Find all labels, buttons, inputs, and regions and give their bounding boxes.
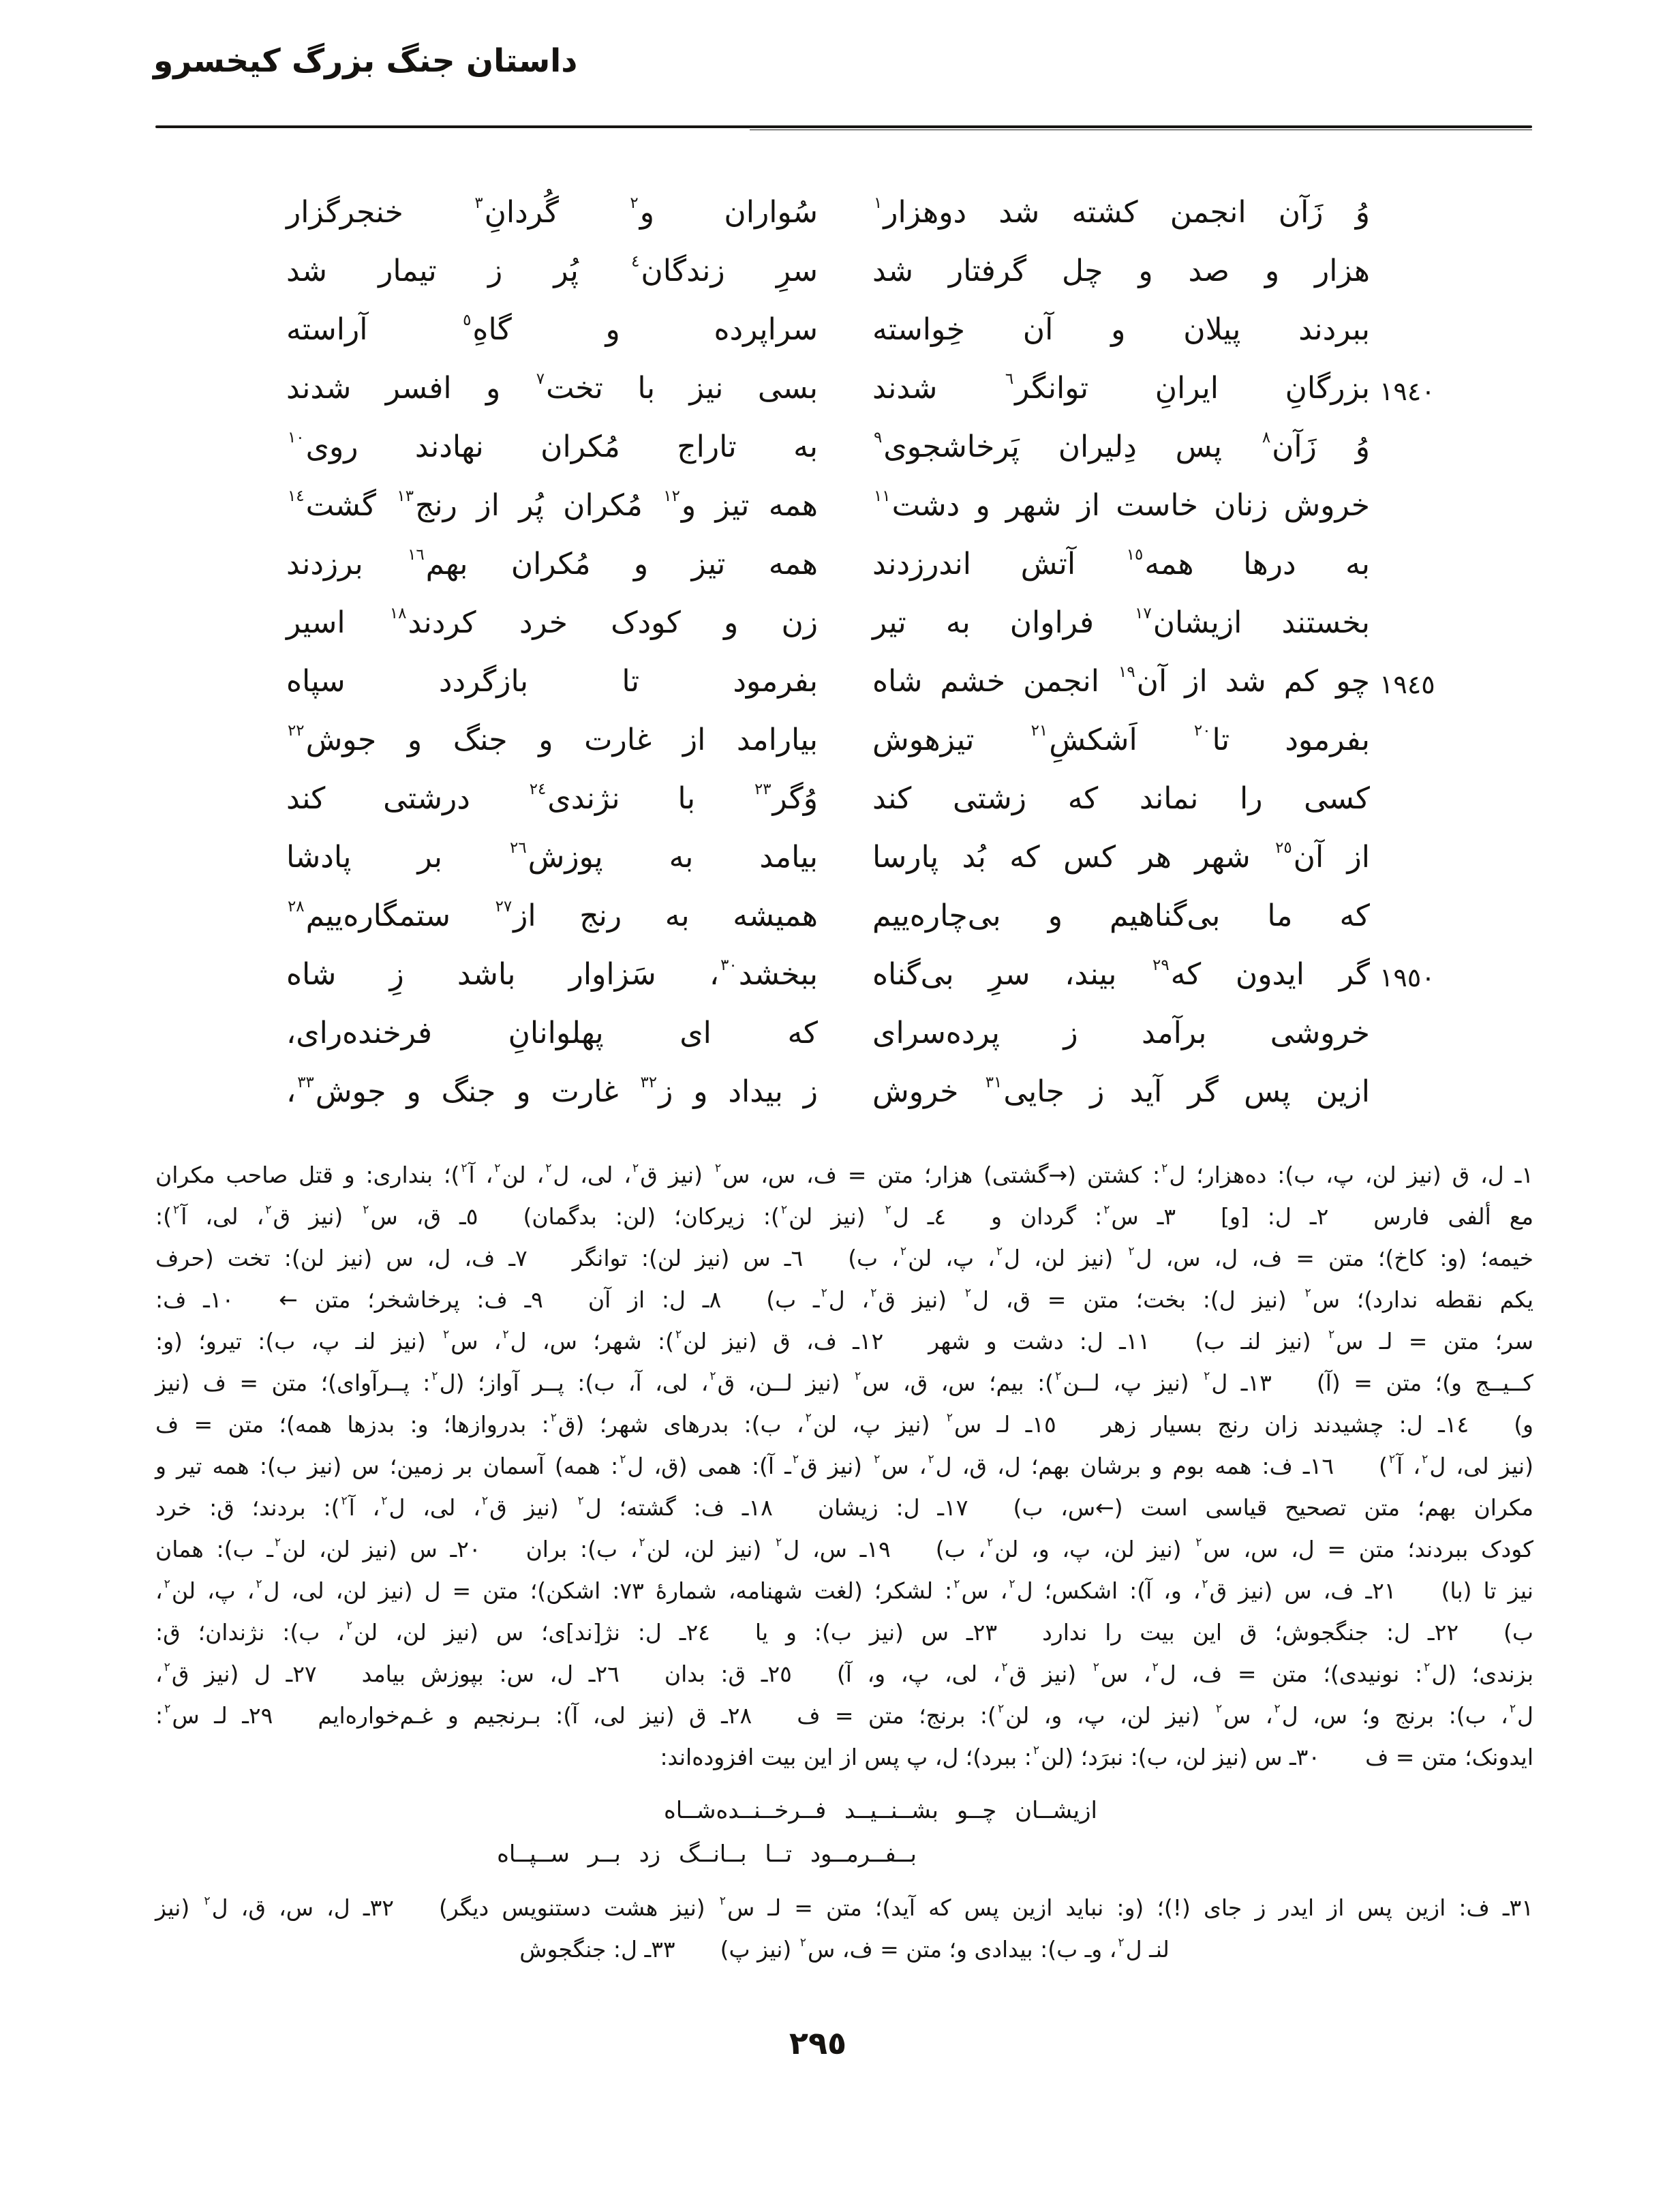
inserted-verse-second: بــفــرمــود تــا بــانــگ زد بــر ســپــاه [497,1841,917,1868]
poem-couplet-row [0,241,1680,300]
hemistich-first: چو کم شد از آن$^{۱۹}$ انجمن خشم شاه [872,663,1370,699]
poem-block [0,183,1680,1121]
hemistich-first: از آن$^{۲٥}$ شهر هر کس که بُد پارسا [872,838,1371,875]
hemistich-second: همیشه به رنج از$^{۲۷}$ ستمگاره‌ییم$^{۲۸}$ [288,897,818,933]
hemistich-second: وُگر$^{۲۳}$ با نژندی$^{۲٤}$ درشتی کند [286,780,818,816]
hemistich-second: زن و کودک خرد کردند$^{۱۸}$ اسیر [286,604,819,640]
hemistich-first: ازین پس گر آید ز جایی$^{۳۱}$ خروش [872,1073,1370,1109]
poem-couplet-row [0,828,1680,886]
hemistich-second: سراپرده و گاهِ$^٥$ آراسته [286,311,818,347]
poem-couplet-row [0,769,1680,828]
poem-couplet-row [0,886,1680,945]
poem-couplet-row [0,476,1680,534]
hemistich-second: همه تیز و$^{۱۲}$ مُکران پُر از رنج$^{۱۳}$ گشت$^{۱٤}$ [288,487,818,523]
hemistich-second: سرِ زندگان$^٤$ پُر ز تیمار شد [286,252,818,288]
hemistich-first: خروش زنان خاست از شهر و دشت$^{۱۱}$ [874,487,1370,523]
header-rule [155,125,1532,128]
critical-apparatus [155,1154,1533,1970]
footnote-line: مع ألفی فارس ۲ـ ل: [و] ۳ـ س$^۲$: گردان و ٤ـ ل$^۲$ (نیز لن$^۲$): زیرکان؛ (لن: بدگمان) ٥ـ ق، س$^۲$ (نیز ق$^۲$، لی، آ$^۲$): [155,1202,1534,1230]
poem-couplet-row [0,945,1680,1003]
hemistich-first: خروشی برآمد ز پرده‌سرای [872,1016,1370,1050]
verse-number: ۱۹٥٠ [1379,963,1435,993]
hemistich-first: بخستند ازیشان$^{۱۷}$ فراوان به تیر [872,604,1370,640]
hemistich-second: به تاراج مُکران نهادند روی$^{۱۰}$ [288,428,818,464]
footnote-line: ۱ـ ل، ق (نیز لن، پ، ب): ده‌هزار؛ ل$^۲$: کشتن (→گشتی) هزار؛ متن = ف، س، س$^۲$ (نیز ق$^۲$، لی، ل$^۲$، لن$^۲$، آ$^۲$)؛ بنداری: و قتل صاحب مکران [155,1161,1534,1188]
footnote-line: ل$^۲$، ب): برنج و؛ س، ل$^۲$، س$^۲$ (نیز لن، پ، و، لن$^۲$): برنج؛ متن = ف ۲۸ـ ق (نیز لی، آ): بـرنجیم و غـم‌خواره‌ایم ۲۹ـ لـ س$^۲$: [155,1701,1534,1729]
hemistich-second: همه تیز و مُکران بهم$^{۱٦}$ برزدند [286,545,818,581]
hemistich-second: ببخشد$^{۳۰}$، سَزاوار باشد زِ شاه [286,956,818,992]
hemistich-first: گر ایدون که$^{۲۹}$ بیند، سرِ بی‌گناه [872,956,1370,992]
poem-couplet-row [0,417,1680,476]
poem-couplet-row [0,1003,1680,1062]
hemistich-first: به درها همه$^{۱٥}$ آتش اندرزدند [872,545,1370,581]
poem-couplet-row [0,300,1680,359]
poem-couplet-row [0,1062,1680,1121]
hemistich-second: سُواران و$^۲$ گُردانِ$^۳$ خنجرگزار [286,194,819,230]
footnote-line: ب) ۲۲ـ ل: جنگجوش؛ ق این بیت را ندارد ۲۳ـ س (نیز ب): و یا ۲٤ـ ل: نژ[ند]ی؛ س (نیز لن، لن$^۲$، ب): نژندان؛ ق: [155,1618,1533,1646]
verse-number: ۱۹٤٥ [1379,669,1435,699]
inserted-verse-first: ازیشــان چــو بشــنــیــد فــرخــنــده‌شــاه [663,1797,1097,1824]
hemistich-first: وُ زَآن$^۸$ پس دِلیران پَرخاشجوی$^۹$ [874,428,1370,464]
poem-couplet-row [0,593,1680,652]
page-title: داستان جنگ بزرگ کیخسرو [153,42,578,80]
footnote-line: سر؛ متن = لـ س$^۲$ (نیز لنـ ب) ۱۱ـ ل: دشت و شهر ۱۲ـ ف، ق (نیز لن$^۲$): شهر؛ س، ل$^۲$، س$^۲$ (نیز لنـ پ، ب): تیرو؛ (و: [155,1327,1534,1354]
poem-couplet-row [0,359,1680,417]
footnote-line: نیز تا (با) ۲۱ـ ف، س (نیز ق$^۲$، و، آ): اشکس؛ ل$^۲$، س$^۲$: لشکر؛ (لغت شهنامه، شمارهٔ ۷۳: اشکن)؛ متن = ل (نیز لن، لی، ل$^۲$، پ، لن$^۲$، [155,1577,1533,1604]
page-number: ۲۹٥ [789,2025,847,2061]
footnote-line: مکران بهم؛ متن تصحیح قیاسی است (←س، ب) ۱۷ـ ل: زیشان ۱۸ـ ف: گشته؛ ل$^۲$ (نیز ق$^۲$، لی، ل$^۲$، آ$^۲$): بردند؛ ق: خرد [155,1494,1533,1521]
hemistich-second: بیامد به پوزش$^{۲٦}$ بر پادشا [286,838,818,875]
footnote-line: ۳۱ـ ف: ازین پس از ایدر ز جای (!)؛ (و: نباید ازین پس که آید)؛ متن = لـ س$^۲$ (نیز هشت دستنویس دیگر) ۳۲ـ ل، س، ق، ل$^۲$ (نیز [155,1894,1533,1921]
footnote-line: خیمه؛ (و: کاخ)؛ متن = ف، ل، س، ل$^۲$ (نیز لن، ل$^۲$، پ، لن$^۲$، ب) ٦ـ س (نیز لن): توانگر ۷ـ ف، ل، س (نیز لن): تخت (حرف [155,1244,1534,1271]
hemistich-first: وُ زَآن انجمن کشته شد دوهزار$^۱$ [874,194,1370,230]
hemistich-first: کسی را نماند که زشتی کند [872,781,1370,816]
footnote-line: ایدونک؛ متن = ف ۳۰ـ س (نیز لن، ب): نبرَد؛ (لن$^۲$: ببرد)؛ ل، پ پس از این بیت افزوده‌اند: [660,1743,1533,1770]
footnote-line: کودک ببردند؛ متن = ل، س، س$^۲$ (نیز لن، پ، و، لن$^۲$، ب) ۱۹ـ س، ل$^۲$ (نیز لن، لن$^۲$، ب): بران ۲۰ـ س (نیز لن، لن$^۲$ـ ب): همان [155,1535,1533,1562]
footnote-line: یکم نقطه ندارد)؛ س$^۲$ (نیز ل): بخت؛ متن = ق، ل$^۲$ (نیز ق$^۲$، ل$^۲$ـ ب) ۸ـ ل: از آن ۹ـ ف: پرخاشخر؛ متن ← ۱۰ـ ف: [155,1286,1534,1313]
poem-couplet-row [0,652,1680,710]
hemistich-second: بسی نیز با تخت$^۷$ و افسر شدند [286,369,818,406]
hemistich-second: بیارامد از غارت و جنگ و جوش$^{۲۲}$ [288,721,818,757]
hemistich-second: بفرمود تا بازگردد سپاه [286,664,818,699]
footnote-line: (نیز لی، ل$^۲$، آ$^۲$) ۱٦ـ ف: همه بوم و برشان بهم؛ ل، ق، ل$^۲$، س$^۲$ (نیز ق$^۲$ـ آ): همی (ق، ل$^۲$: همه) آسمان بر زمین؛ س (نیز ب): همه تیر و [155,1452,1533,1479]
verse-number: ۱۹٤٠ [1379,376,1435,406]
hemistich-second: ز بیداد و ز$^{۳۲}$ غارت و جنگ و جوش$^{۳۳}$، [286,1073,819,1109]
poem-couplet-row [0,710,1680,769]
hemistich-first: بفرمود تا$^{۲۰}$ اَشکشِ$^{۲۱}$ تیزهوش [872,721,1370,757]
footnote-line: کــیــج و)؛ متن = (آ) ۱۳ـ ل$^۲$ (نیز پ، لــن$^۲$): بیم؛ س، ق، س$^۲$ (نیز لــن، ق$^۲$، لی، آ، ب): پــر آواز؛ (ل$^۲$: پــرآوای)؛ متن = ف (نیز [155,1369,1533,1396]
poem-couplet-row [0,534,1680,593]
hemistich-first: که ما بی‌گناهیم و بی‌چاره‌ییم [872,898,1370,933]
hemistich-first: هزار و صد و چل گرفتار شد [872,254,1370,288]
footnote-line: لنـ ل$^۲$، وـ ب): بیدادی و؛ متن = ف، س$^۲$ (نیز پ) ۳۳ـ ل: جنگجوش [519,1935,1170,1963]
footnote-line: و) ۱٤ـ ل: چشیدند زان رنج بسیار زهر ۱٥ـ لـ س$^۲$ (نیز پ، لن$^۲$، ب): بدرهای شهر؛ (ق$^۲$: بدروازها؛ و: بدزها همه)؛ متن = ف [155,1410,1533,1438]
hemistich-first: ببردند پیلان و آن خِواسته [872,312,1370,347]
hemistich-first: بزرگانِ ایرانِ توانگر$^٦$ شدند [872,369,1370,406]
poem-couplet-row [0,183,1680,241]
footnote-line: بزندی؛ (ل$^۲$: نونیدی)؛ متن = ف، ل$^۲$، س$^۲$ (نیز ق$^۲$، لی، پ، و، آ) ۲٥ـ ق: بدان ۲٦ـ ل، س: بپوزش بیامد ۲۷ـ ل (نیز ق$^۲$، [155,1660,1534,1687]
hemistich-second: که ای پهلوانانِ فرخنده‌رای، [286,1016,818,1050]
